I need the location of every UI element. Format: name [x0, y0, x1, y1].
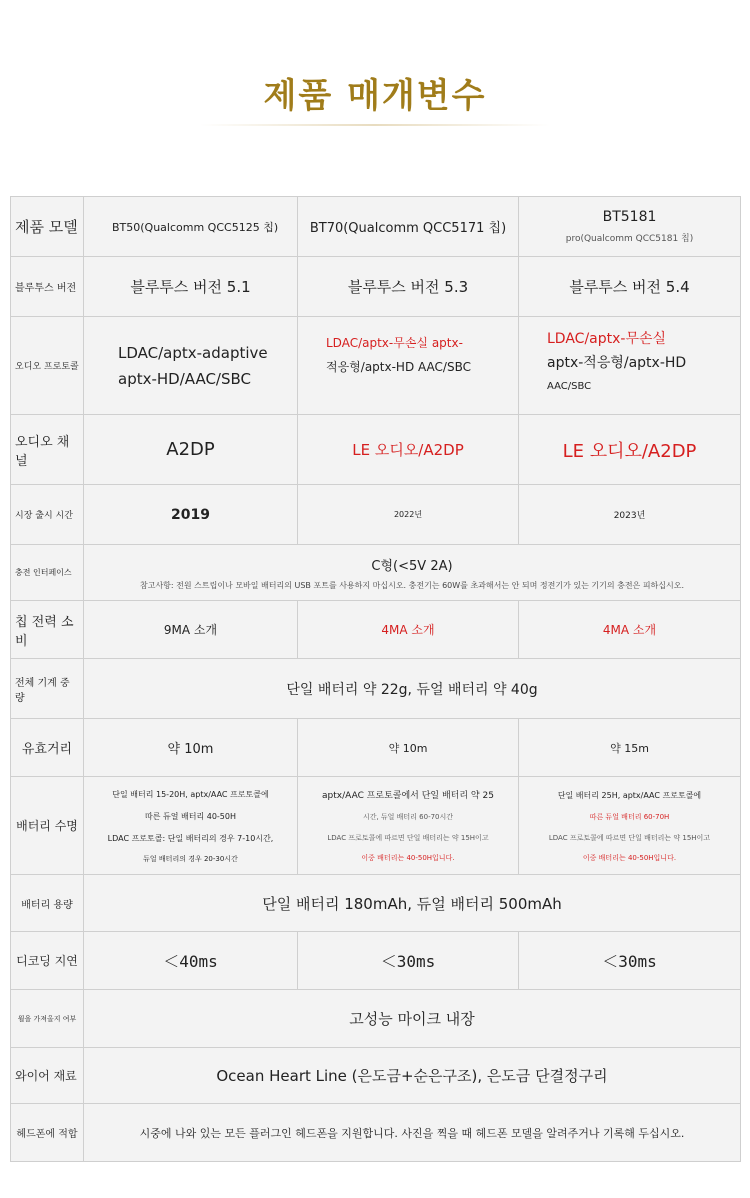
- line: AAC/SBC: [547, 381, 592, 392]
- cell-audio-protocol-1: [84, 317, 298, 415]
- row-label: 오디오 채널: [11, 415, 84, 485]
- line: LDAC/aptx-adaptive: [118, 343, 268, 362]
- row-label: 블루투스 버전: [11, 257, 84, 317]
- cell-release-1: 2019: [84, 485, 298, 545]
- line: aptx-HD/AAC/SBC: [118, 369, 251, 388]
- cell-bt-version-3: 블루투스 버전 5.4: [519, 257, 741, 317]
- cell-audio-protocol-2: [298, 317, 519, 415]
- row-label: 칩 전력 소비: [11, 601, 84, 659]
- model-sub: pro(Qualcomm QCC5181 칩): [565, 234, 694, 244]
- line: 따른 듀얼 배터리 60-70H: [589, 812, 670, 821]
- cell-release-2: 2022년: [298, 485, 519, 545]
- row-charging: [11, 545, 741, 601]
- cell-model-bt50: BT50(Qualcomm QCC5125 칩): [84, 197, 298, 257]
- cell-power-2: 4MA 소개: [298, 601, 519, 659]
- row-label: 와이어 재료: [11, 1048, 84, 1104]
- row-label: 전체 기계 중량: [11, 659, 84, 719]
- cell-bt-version-1: 블루투스 버전 5.1: [84, 257, 298, 317]
- spec-table: [10, 196, 741, 1162]
- row-model: [11, 197, 741, 257]
- row-weight: [11, 659, 741, 719]
- row-label: 배터리 용량: [11, 875, 84, 932]
- row-label: 충전 인터페이스: [11, 545, 84, 601]
- cell-latency-1: ＜40ms: [84, 932, 298, 990]
- cell-range-1: 약 10m: [84, 719, 298, 777]
- line: 시간, 듀얼 배터리 60-70시간: [362, 812, 454, 821]
- cell-latency-3: ＜30ms: [519, 932, 741, 990]
- line: LDAC 프로토콜에 따르면 단일 배터리는 약 15H이고: [548, 833, 711, 842]
- cell-model-bt70: BT70(Qualcomm QCC5171 칩): [298, 197, 519, 257]
- cell-wire: Ocean Heart Line (은도금+순은구조), 은도금 단결정구리: [84, 1048, 741, 1104]
- row-label: 배터리 수명: [11, 777, 84, 875]
- cell-charging: [84, 545, 741, 601]
- cell-audio-channel-2: LE 오디오/A2DP: [298, 415, 519, 485]
- charging-note: 참고사항: 전원 스트립이나 모바일 배터리의 USB 포트를 사용하지 마십시오. 충전기는 60W를 초과해서는 안 되며 정전기가 있는 기기의 충전은 피하십시오.: [139, 580, 684, 590]
- title-underline: [200, 124, 550, 126]
- row-label: 헤드폰에 적합: [11, 1104, 84, 1162]
- row-audio-channel: [11, 415, 741, 485]
- row-label: 디코딩 지연: [11, 932, 84, 990]
- cell-battery-life-1: [84, 777, 298, 875]
- line: 따른 듀얼 배터리 40-50H: [145, 811, 236, 821]
- line: LDAC 프로토콜: 단일 배터리의 경우 7-10시간,: [107, 833, 274, 843]
- cell-model-bt5181: [519, 197, 741, 257]
- row-label: 제품 모델: [11, 197, 84, 257]
- line: 이중 배터리는 40-50H입니다.: [361, 853, 455, 862]
- row-label: 유효거리: [11, 719, 84, 777]
- model-main: BT5181: [602, 209, 657, 225]
- cell-bt-version-2: 블루투스 버전 5.3: [298, 257, 519, 317]
- row-wire: [11, 1048, 741, 1104]
- row-label: 오디오 프로토콜: [11, 317, 84, 415]
- line: 단일 배터리 25H, aptx/AAC 프로토콜에: [557, 790, 702, 800]
- page-title: 제품 매개변수: [263, 76, 487, 116]
- cell-range-2: 약 10m: [298, 719, 519, 777]
- row-audio-protocol: [11, 317, 741, 415]
- charging-main: C형(<5V 2A): [371, 558, 453, 574]
- row-mic: [11, 990, 741, 1048]
- line: 이중 배터리는 40-50H입니다.: [582, 853, 677, 862]
- row-battery-life: [11, 777, 741, 875]
- line: LDAC/aptx-무손실 aptx-: [326, 336, 463, 350]
- row-release: [11, 485, 741, 545]
- cell-capacity: 단일 배터리 180mAh, 듀얼 배터리 500mAh: [84, 875, 741, 932]
- row-label: 시장 출시 시간: [11, 485, 84, 545]
- cell-audio-protocol-3: [519, 317, 741, 415]
- row-label: 윌을 가져올지 여부: [11, 990, 84, 1048]
- row-range: [11, 719, 741, 777]
- line: 듀얼 배터리의 경우 20-30시간: [143, 854, 238, 863]
- line: LDAC 프로토콜에 따르면 단일 배터리는 약 15H이고: [327, 833, 489, 842]
- line: 적응형/aptx-HD AAC/SBC: [326, 360, 471, 374]
- line: aptx-적응형/aptx-HD: [547, 355, 687, 371]
- line: LDAC/aptx-무손실: [547, 331, 667, 347]
- cell-battery-life-2: [298, 777, 519, 875]
- cell-mic: 고성능 마이크 내장: [84, 990, 741, 1048]
- cell-range-3: 약 15m: [519, 719, 741, 777]
- cell-release-3: 2023년: [519, 485, 741, 545]
- cell-headphone: 시중에 나와 있는 모든 플러그인 헤드폰을 지원합니다. 사진을 찍을 때 헤드폰 모델을 알려주거나 기록해 두십시오.: [84, 1104, 741, 1162]
- row-bt-version: [11, 257, 741, 317]
- cell-audio-channel-3: LE 오디오/A2DP: [519, 415, 741, 485]
- row-capacity: [11, 875, 741, 932]
- cell-weight: 단일 배터리 약 22g, 듀얼 배터리 약 40g: [84, 659, 741, 719]
- cell-power-1: 9MA 소개: [84, 601, 298, 659]
- row-power: [11, 601, 741, 659]
- cell-battery-life-3: [519, 777, 741, 875]
- line: 단일 배터리 15-20H, aptx/AAC 프로토콜에: [112, 789, 269, 799]
- row-headphone: [11, 1104, 741, 1162]
- cell-audio-channel-1: A2DP: [84, 415, 298, 485]
- line: aptx/AAC 프로토콜에서 단일 배터리 약 25: [322, 790, 494, 801]
- cell-power-3: 4MA 소개: [519, 601, 741, 659]
- cell-latency-2: ＜30ms: [298, 932, 519, 990]
- row-latency: [11, 932, 741, 990]
